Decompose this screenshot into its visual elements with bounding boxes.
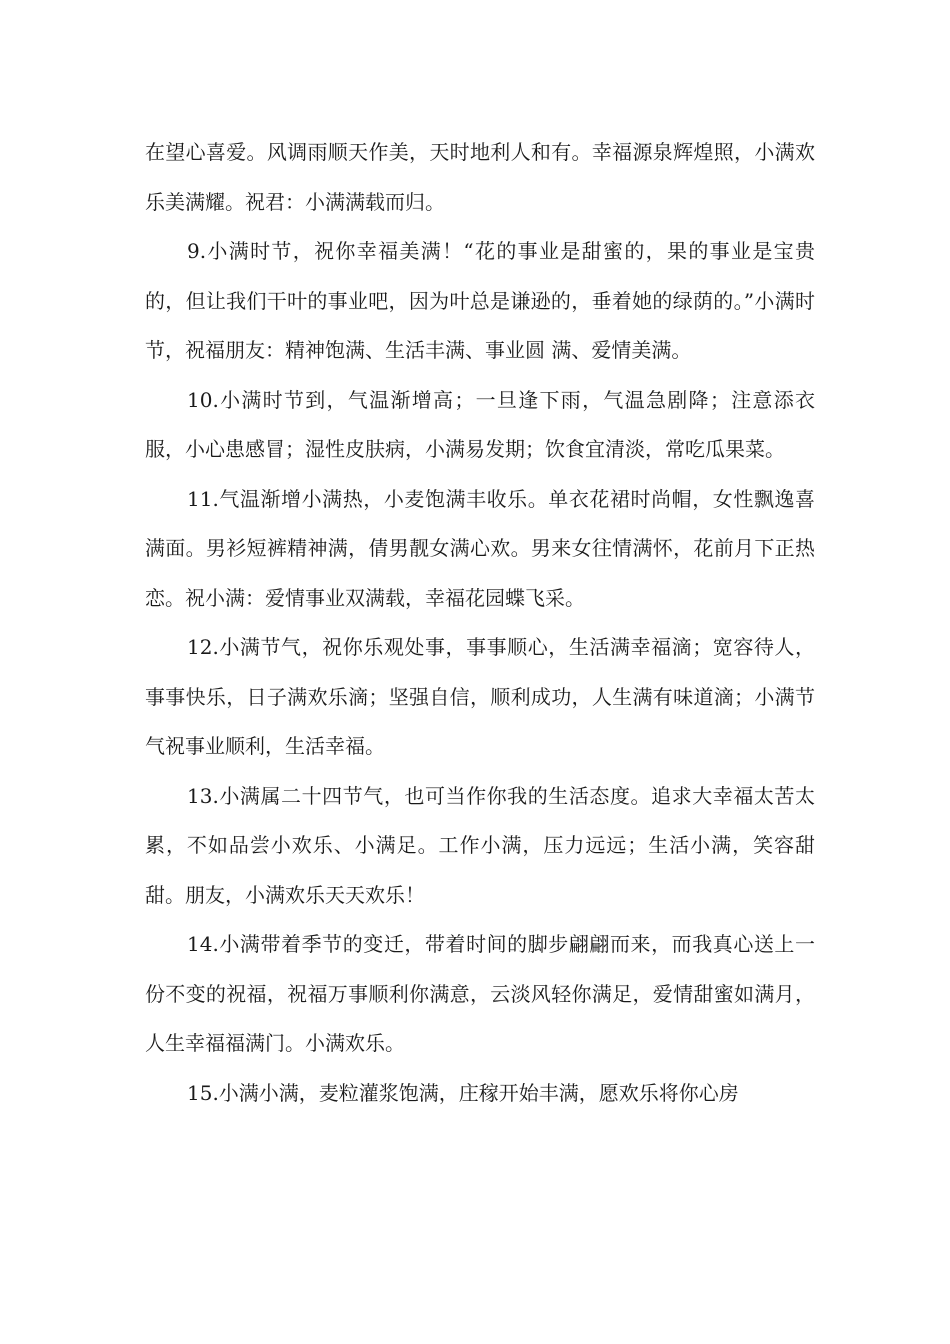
paragraph-item-12: 12.小满节气，祝你乐观处事，事事顺心，生活满幸福滴；宽容待人，事事快乐，日子满欢乐滴；坚强自信，顺利成功，人生满有味道滴；小满节气祝事业顺利，生活幸福。 — [145, 635, 815, 758]
paragraph-item-11: 11.气温渐增小满热，小麦饱满丰收乐。单衣花裙时尚帽，女性飘逸喜满面。男衫短裤精神满，倩男靓女满心欢。男来女往情满怀，花前月下正热恋。祝小满：爱情事业双满载，幸福花园蝶飞采。 — [145, 486, 815, 610]
paragraph-item-15: 15.小满小满，麦粒灌浆饱满，庄稼开始丰满，愿欢乐将你心房 — [187, 1080, 739, 1105]
paragraph-continuation: 在望心喜爱。风调雨顺天作美，天时地利人和有。幸福源泉辉煌照，小满欢乐美满耀。祝君：小满满载而归。 — [145, 140, 815, 214]
paragraph-item-13: 13.小满属二十四节气，也可当作你我的生活态度。追求大幸福太苦太累，不如品尝小欢乐、小满足。工作小满，压力远远；生活小满，笑容甜甜。朋友，小满欢乐天天欢乐！ — [145, 783, 815, 907]
paragraph-item-14: 14.小满带着季节的变迁，带着时间的脚步翩翩而来，而我真心送上一份不变的祝福，祝福万事顺利你满意，云淡风轻你满足，爱情甜蜜如满月，人生幸福福满门。小满欢乐。 — [145, 932, 815, 1055]
paragraph-item-9: 9.小满时节，祝你幸福美满！“花的事业是甜蜜的，果的事业是宝贵的，但让我们干叶的事业吧，因为叶总是谦逊的，垂着她的绿荫的。”小满时节，祝福朋友：精神饱满、生活丰满、事业圆 满、爱情美满。 — [145, 239, 815, 362]
paragraph-item-10: 10.小满时节到，气温渐增高；一旦逢下雨，气温急剧降；注意添衣服，小心患感冒；湿性皮肤病，小满易发期；饮食宜清淡，常吃瓜果菜。 — [145, 387, 815, 461]
document-body — [145, 128, 815, 1118]
